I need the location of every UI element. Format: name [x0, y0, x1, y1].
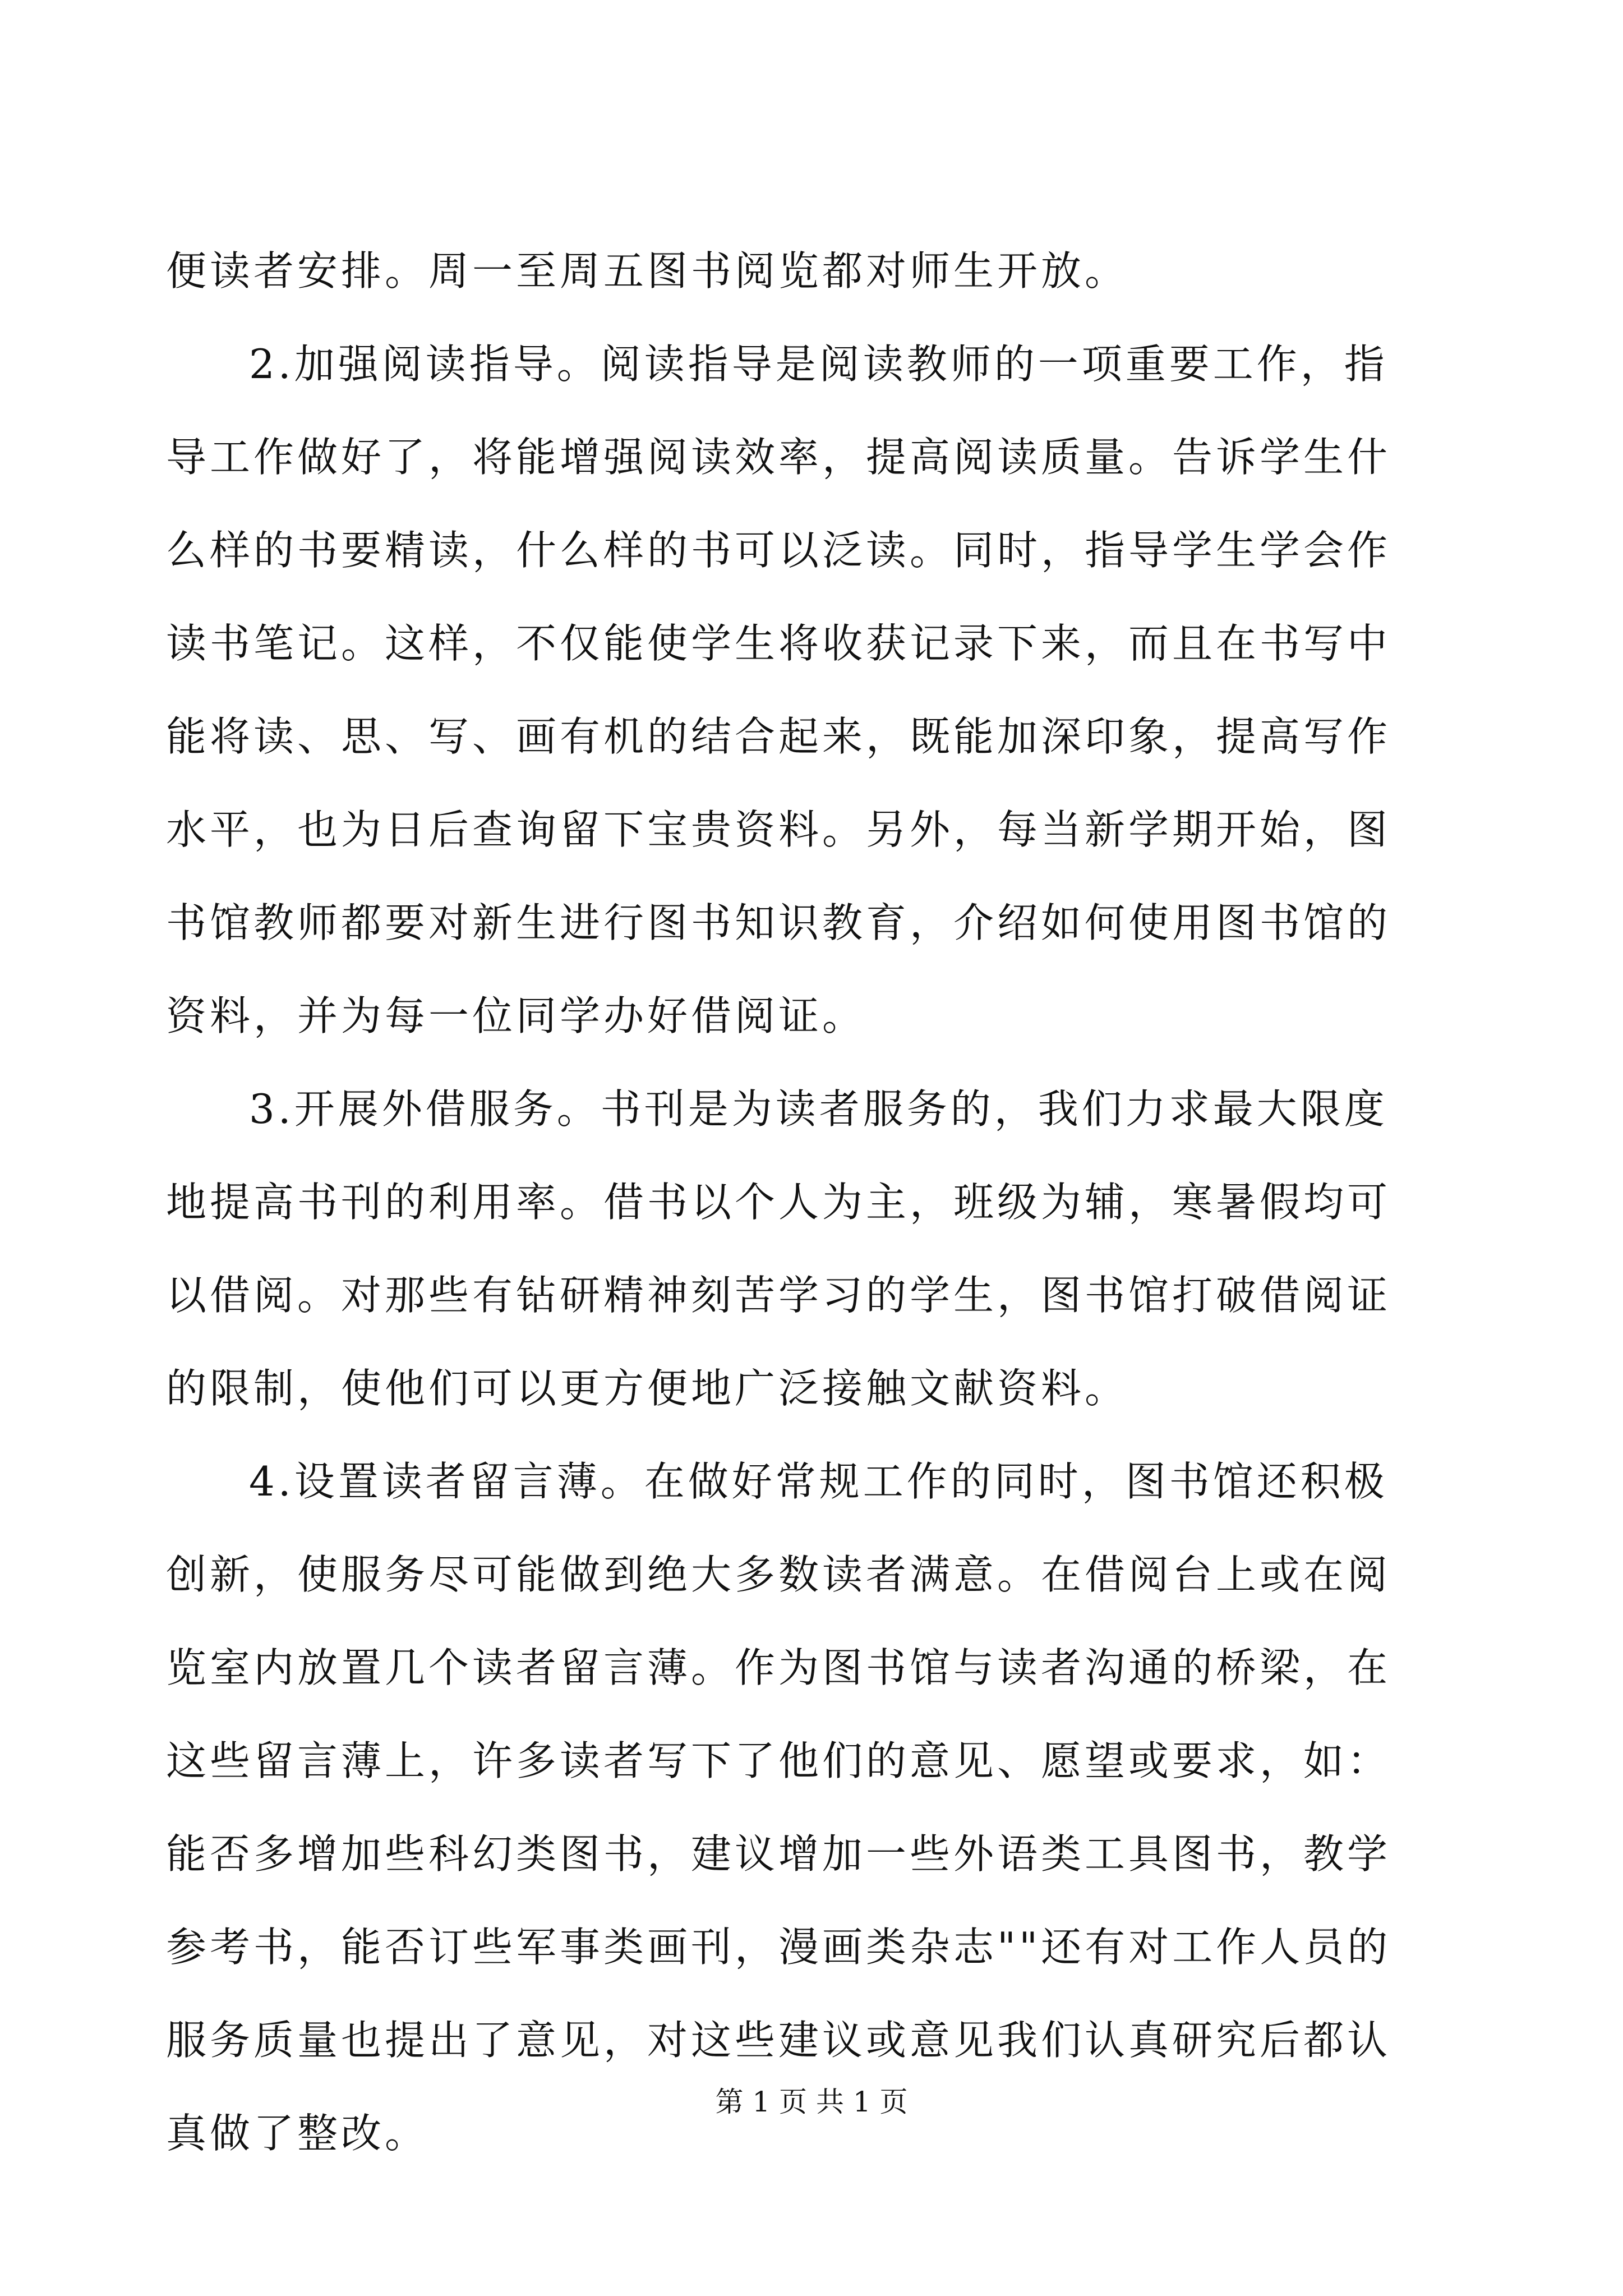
page-number-label: 第 1 页 共 1 页 — [715, 2086, 908, 2118]
text-line: 么样的书要精读，什么样的书可以泛读。同时，指导学生学会作 — [166, 527, 1391, 574]
page-footer — [0, 2082, 1623, 2122]
text-line: 览室内放置几个读者留言薄。作为图书馆与读者沟通的桥梁，在 — [166, 1644, 1391, 1691]
text-line: 水平，也为日后查询留下宝贵资料。另外，每当新学期开始，图 — [166, 806, 1391, 853]
text-line: 这些留言薄上，许多读者写下了他们的意见、愿望或要求，如： — [166, 1737, 1391, 1784]
text-line: 地提高书刊的利用率。借书以个人为主，班级为辅，寒暑假均可 — [166, 1179, 1391, 1226]
text-line: 的限制，使他们可以更方便地广泛接触文献资料。 — [166, 1365, 1129, 1412]
text-line: 资料，并为每一位同学办好借阅证。 — [166, 992, 866, 1039]
text-line: 创新，使服务尽可能做到绝大多数读者满意。在借阅台上或在阅 — [166, 1551, 1391, 1598]
text-line: 以借阅。对那些有钻研精神刻苦学习的学生，图书馆打破借阅证 — [166, 1272, 1391, 1319]
text-line: 参考书，能否订些军事类画刊，漫画类杂志""还有对工作人员的 — [166, 1924, 1391, 1971]
text-line: 3.开展外借服务。书刊是为读者服务的，我们力求最大限度 — [249, 1085, 1388, 1133]
text-line: 便读者安排。周一至周五图书阅览都对师生开放。 — [166, 247, 1129, 295]
text-line: 读书笔记。这样，不仅能使学生将收获记录下来，而且在书写中 — [166, 620, 1391, 667]
text-line: 导工作做好了，将能增强阅读效率，提高阅读质量。告诉学生什 — [166, 434, 1391, 481]
text-line: 能否多增加些科幻类图书，建议增加一些外语类工具图书，教学 — [166, 1830, 1391, 1878]
text-line: 能将读、思、写、画有机的结合起来，既能加深印象，提高写作 — [166, 713, 1391, 760]
document-body — [166, 224, 1422, 2180]
text-line: 真做了整改。 — [166, 2110, 429, 2157]
text-line: 2.加强阅读指导。阅读指导是阅读教师的一项重要工作，指 — [249, 341, 1388, 388]
text-line: 4.设置读者留言薄。在做好常规工作的同时，图书馆还积极 — [249, 1458, 1388, 1505]
text-line: 服务质量也提出了意见，对这些建议或意见我们认真研究后都认 — [166, 2017, 1391, 2064]
text-line: 书馆教师都要对新生进行图书知识教育，介绍如何使用图书馆的 — [166, 899, 1391, 946]
